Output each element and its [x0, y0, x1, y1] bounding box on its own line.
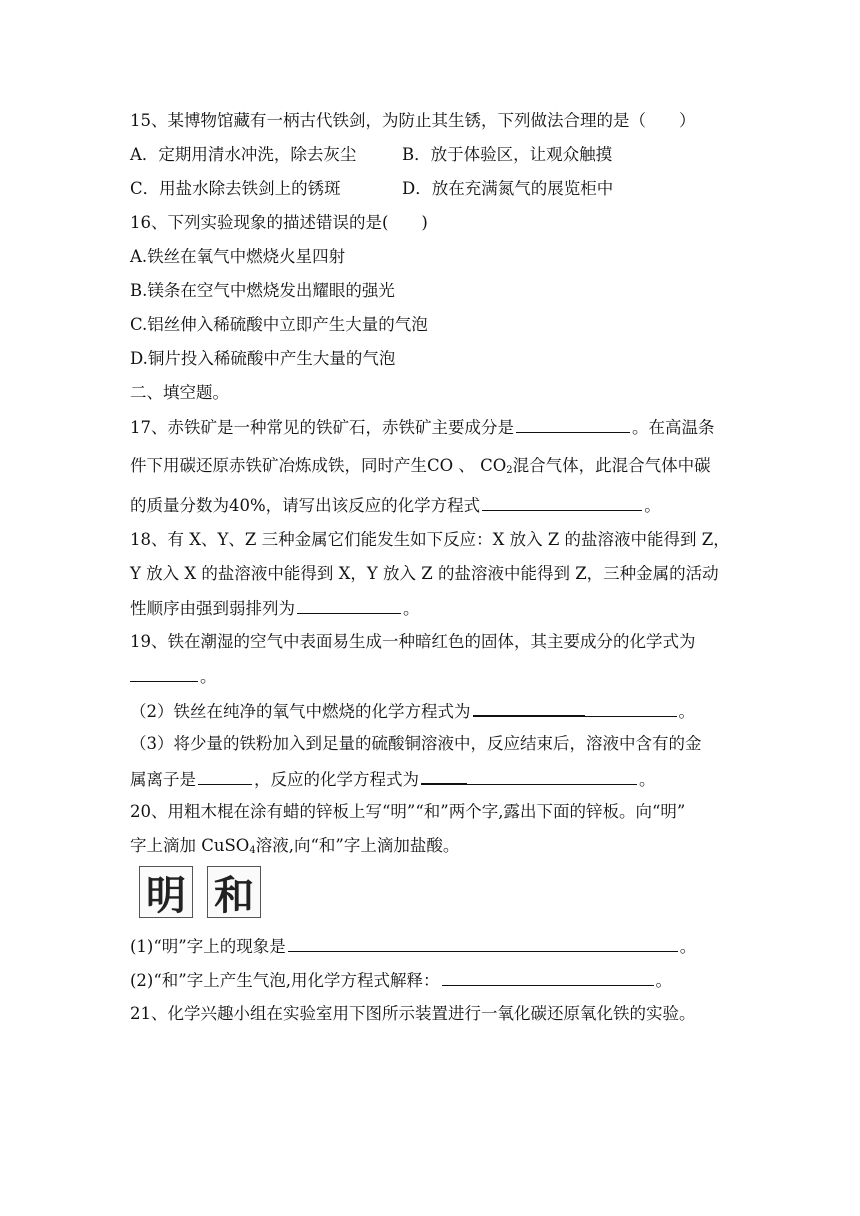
q17-text-2b: 混合气体，此混合气体中碳 — [512, 456, 711, 475]
q17-text-1a: 17、赤铁矿是一种常见的铁矿石，赤铁矿主要成分是 — [130, 418, 514, 437]
answer-blank[interactable] — [516, 416, 630, 433]
q17-line-2 — [130, 455, 711, 477]
q17-text-1b: 。在高温条 — [632, 418, 715, 437]
q20-part2-text-b: 。 — [655, 971, 672, 990]
q20-part1-text-b: 。 — [679, 937, 697, 956]
q18-line-3 — [130, 597, 420, 620]
answer-blank[interactable] — [288, 935, 678, 952]
q19-part3-text-b: ，反应的化学方程式为 — [254, 770, 419, 789]
q20-part-1 — [130, 935, 696, 958]
q16-option-b: B.镁条在空气中燃烧发出耀眼的强光 — [130, 281, 395, 300]
q16-option-a: A.铁丝在氧气中燃烧火星四射 — [130, 247, 346, 266]
answer-blank[interactable] — [198, 768, 252, 785]
q18-line-1: 18、有 X、Y、Z 三种金属它们能发生如下反应：X 放入 Z 的盐溶液中能得到 Z， — [130, 530, 730, 549]
q18-text-3a: 性顺序由强到弱排列为 — [130, 599, 295, 618]
answer-blank[interactable] — [442, 969, 654, 986]
q20-part2-text-a: (2)“和”字上产生气泡,用化学方程式解释： — [130, 971, 440, 990]
q19-part-2 — [130, 699, 695, 723]
answer-blank[interactable] — [297, 597, 401, 614]
q17-text-2a: 件下用碳还原赤铁矿冶炼成铁，同时产生CO 、 CO — [130, 456, 507, 475]
q18-text-3b: 。 — [403, 599, 420, 618]
answer-blank[interactable] — [130, 665, 198, 682]
q20-text-2b: 溶液,向“和”字上滴加盐酸。 — [255, 836, 460, 855]
q15-options-row-2 — [130, 178, 613, 200]
q18-line-2: Y 放入 X 的盐溶液中能得到 X，Y 放入 Z 的盐溶液中能得到 Z，三种金属的活动 — [130, 564, 719, 583]
ming-glyph: 明 — [146, 871, 186, 919]
q19-part-3-line-2 — [130, 767, 656, 791]
q16-option-d: D.铜片投入稀硫酸中产生大量的气泡 — [130, 349, 396, 368]
answer-blank[interactable] — [421, 767, 467, 785]
he-character-image — [207, 866, 261, 918]
q15-stem: 15、某博物馆藏有一柄古代铁剑，为防止其生锈，下列做法合理的是（ ） — [130, 111, 696, 130]
he-glyph: 和 — [214, 871, 254, 919]
q20-part-2 — [130, 969, 672, 992]
answer-blank[interactable] — [482, 494, 642, 511]
q15-option-c: C．用盐水除去铁剑上的锈斑 — [130, 179, 341, 198]
q19-part3-text-c: 。 — [639, 770, 656, 789]
answer-blank[interactable] — [473, 699, 585, 717]
q20-line-2 — [130, 835, 459, 857]
q19-part2-text-a: （2）铁丝在纯净的氧气中燃烧的化学方程式为 — [130, 702, 471, 721]
q19-part3-text-a: 属离子是 — [130, 770, 196, 789]
q15-option-d: D．放在充满氮气的展览柜中 — [402, 179, 614, 198]
q20-text-2a: 字上滴加 CuSO — [130, 836, 250, 855]
q19-line-2 — [130, 665, 217, 688]
q15-option-b: B．放于体验区，让观众触摸 — [402, 145, 613, 164]
q19-text-2b: 。 — [200, 667, 217, 686]
q17-line-3 — [130, 494, 661, 517]
ming-character-image — [139, 866, 193, 918]
q19-line-1: 19、铁在潮湿的空气中表面易生成一种暗红色的固体，其主要成分的化学式为 — [130, 632, 696, 651]
q17-text-3a: 的质量分数为40%，请写出该反应的化学方程式 — [130, 496, 481, 515]
q15-options-row-1 — [130, 144, 612, 166]
q16-option-c: C.铝丝伸入稀硫酸中立即产生大量的气泡 — [130, 315, 428, 334]
q16-stem: 16、下列实验现象的描述错误的是( ) — [130, 213, 428, 232]
q19-part2-text-b: 。 — [678, 702, 695, 721]
q15-option-a: A．定期用清水冲洗，除去灰尘 — [130, 145, 357, 164]
q20-subscript: 4 — [249, 845, 256, 856]
q21-line-1: 21、化学兴趣小组在实验室用下图所示装置进行一氧化碳还原氧化铁的实验。 — [130, 1004, 696, 1023]
q20-part1-text-a: (1)“明”字上的现象是 — [130, 937, 286, 956]
section-heading: 二、填空题。 — [130, 383, 229, 402]
answer-blank[interactable] — [585, 700, 677, 717]
q17-subscript: 2 — [506, 465, 513, 476]
q17-text-3b: 。 — [644, 496, 661, 515]
answer-blank[interactable] — [467, 768, 637, 785]
q17-line-1 — [130, 416, 715, 439]
q20-line-1: 20、用粗木棍在涂有蜡的锌板上写“明”“和”两个字,露出下面的锌板。向“明” — [130, 802, 686, 821]
q19-part-3-line-1: （3）将少量的铁粉加入到足量的硫酸铜溶液中，反应结束后，溶液中含有的金 — [130, 734, 702, 753]
